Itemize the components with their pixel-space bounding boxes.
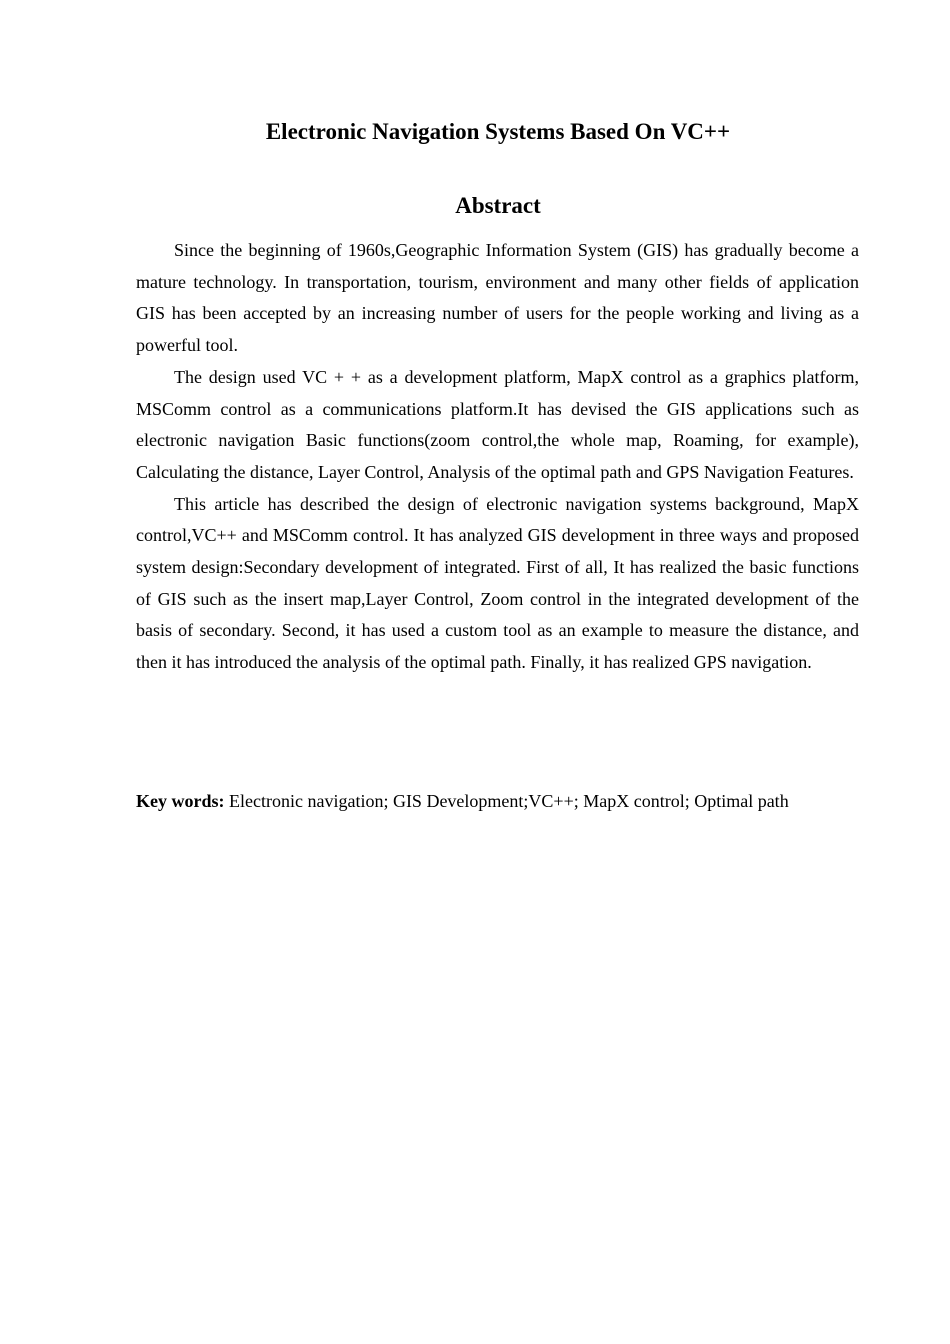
abstract-heading: Abstract bbox=[455, 193, 541, 218]
abstract-body bbox=[136, 235, 859, 679]
abstract-paragraph-1: Since the beginning of 1960s,Geographic Information System (GIS) has gradually become a mature technology. In transportation, tourism, environment and many other fields of application GIS has been accepted by an increasing number of users for the people working and living as a powerful tool. bbox=[136, 240, 859, 356]
keywords-text: Electronic navigation; GIS Development;VC++; MapX control; Optimal path bbox=[224, 791, 789, 811]
abstract-paragraph-2: The design used VC + + as a development platform, MapX control as a graphics platform, MSComm control as a communications platform.It has devised the GIS applications such as electronic navigation Basic functions(zoom control,the whole map, Roaming, for example), Calculating the distance, Layer Control, Analysis of the optimal path and GPS Navigation Features. bbox=[136, 366, 859, 482]
document-title: Electronic Navigation Systems Based On VC++ bbox=[265, 119, 731, 144]
keywords-label: Key words: bbox=[136, 791, 225, 811]
abstract-paragraph-3: This article has described the design of electronic navigation systems background, MapX control,VC++ and MSComm control. It has analyzed GIS development in three ways and proposed system design:Secondary development of integrated. First of all, It has realized the basic functions of GIS such as the insert map,Layer Control, Zoom control in the integrated development of the basis of secondary. Second, it has used a custom tool as an example to measure the distance, and then it has introduced the analysis of the optimal path. Finally, it has realized GPS navigation. bbox=[136, 493, 859, 673]
keywords-line bbox=[136, 786, 896, 818]
